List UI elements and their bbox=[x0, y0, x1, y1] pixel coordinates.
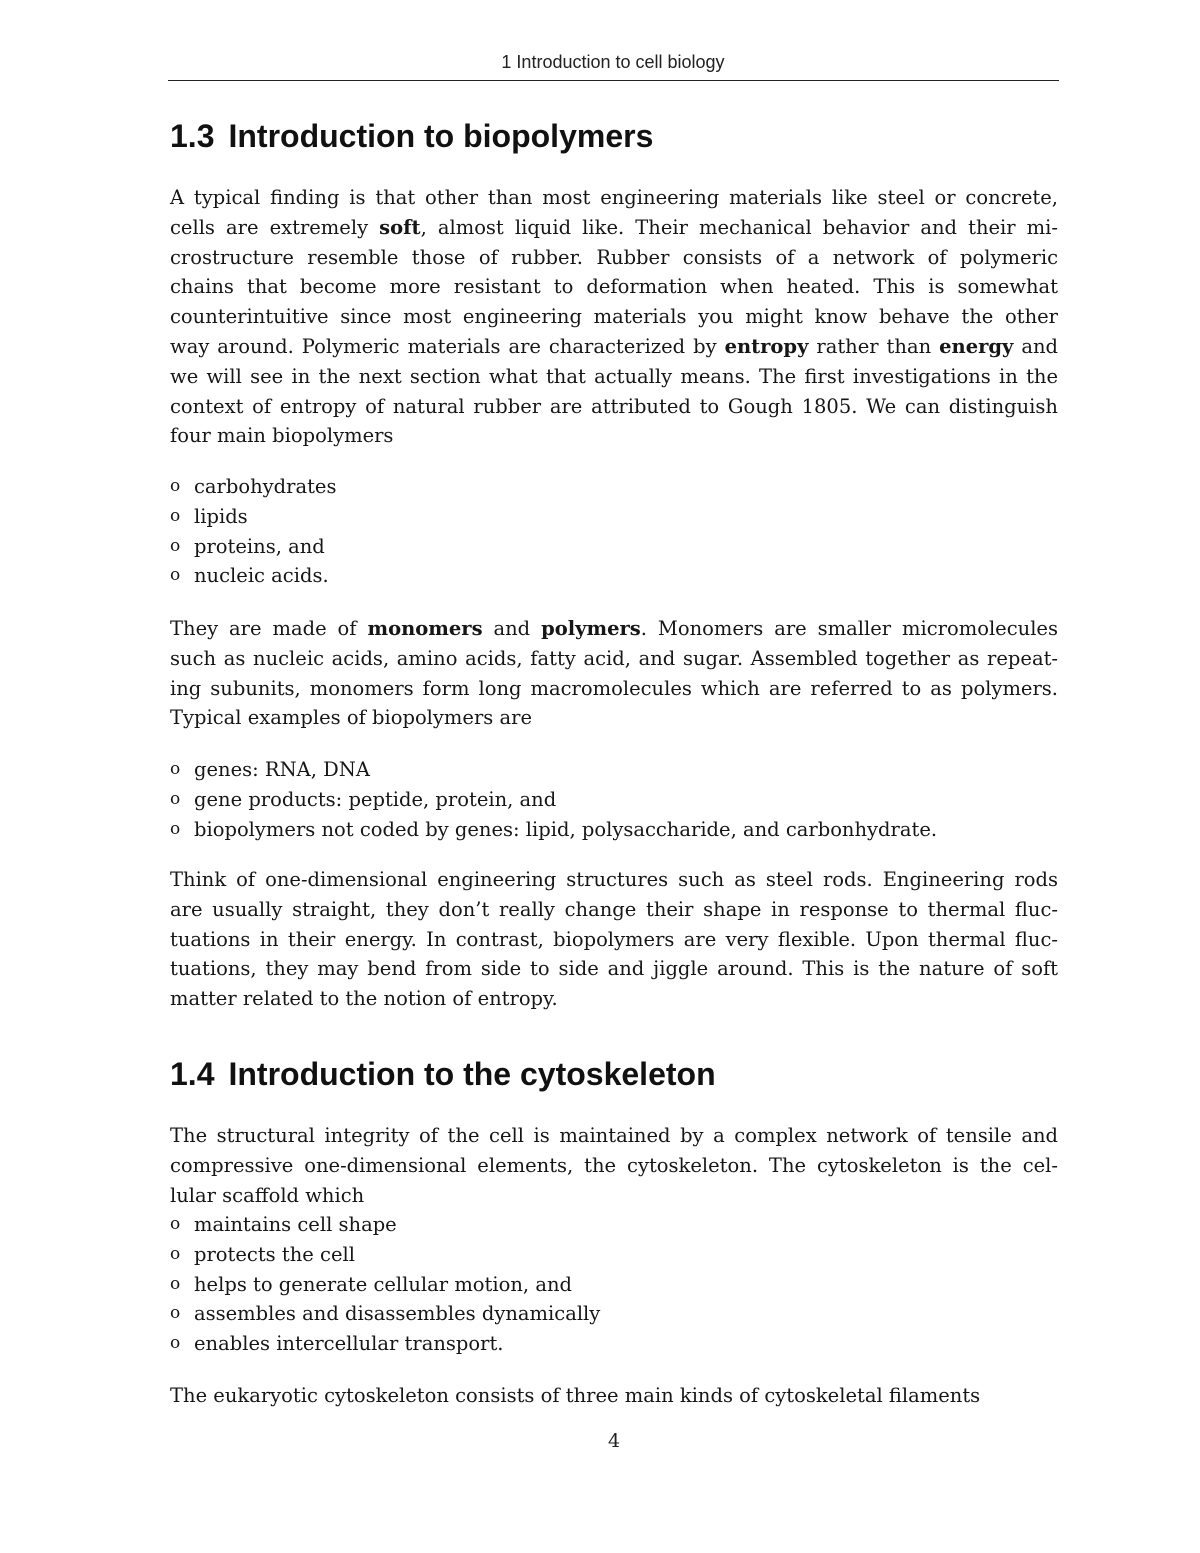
text-line: way around. Polymeric materials are characterized by entropy rather than energy and bbox=[170, 334, 1058, 358]
section-title: Introduction to the cytoskeleton bbox=[228, 1056, 716, 1092]
text-line: The structural integrity of the cell is maintained by a complex network of tensile and bbox=[170, 1124, 1058, 1147]
paragraph-biopolymers-intro bbox=[170, 183, 1058, 451]
list-item: o assembles and disassembles dynamically bbox=[170, 1299, 600, 1329]
bullet-icon: o bbox=[170, 1303, 181, 1324]
list-item: o maintains cell shape bbox=[170, 1210, 600, 1240]
text-line: tuations in their energy. In contrast, biopolymers are very flexible. Upon thermal fluc- bbox=[170, 927, 1058, 951]
bullet-icon: o bbox=[170, 535, 181, 556]
list-item: o biopolymers not coded by genes: lipid, polysaccharide, and carbonhydrate. bbox=[170, 815, 937, 845]
bullet-icon: o bbox=[170, 1214, 181, 1234]
bullet-icon: o bbox=[170, 1243, 181, 1264]
list-item: o gene products: peptide, protein, and bbox=[170, 785, 937, 815]
bullet-icon: o bbox=[170, 818, 181, 839]
list-item: o genes: RNA, DNA bbox=[170, 755, 937, 785]
text-line: Typical examples of biopolymers are bbox=[170, 706, 532, 730]
list-biopolymer-types bbox=[170, 472, 336, 591]
list-item: o proteins, and bbox=[170, 532, 336, 562]
list-item: o lipids bbox=[170, 502, 336, 532]
text-line: context of entropy of natural rubber are attributed to Gough 1805. We can distinguish bbox=[170, 394, 1058, 418]
text-line: crostructure resemble those of rubber. Rubber consists of a network of polymeric bbox=[170, 245, 1058, 269]
paragraph-flexibility bbox=[170, 865, 1058, 1014]
list-cytoskeleton-functions bbox=[170, 1210, 600, 1359]
text-line: are usually straight, they don’t really change their shape in response to thermal fluc- bbox=[170, 897, 1058, 921]
text-line: A typical finding is that other than most engineering materials like steel or concrete, bbox=[170, 186, 1058, 209]
running-header: 1 Introduction to cell biology bbox=[501, 52, 725, 72]
paragraph-filaments: The eukaryotic cytoskeleton consists of three main kinds of cytoskeletal filaments bbox=[170, 1384, 981, 1407]
section-title: Introduction to biopolymers bbox=[228, 118, 654, 154]
section-heading-1-4 bbox=[170, 1056, 716, 1093]
paragraph-cytoskeleton-intro bbox=[170, 1121, 1058, 1210]
bullet-icon: o bbox=[170, 1333, 181, 1354]
list-item: o protects the cell bbox=[170, 1240, 600, 1270]
text-line: tuations, they may bend from side to side and jiggle around. This is the nature of soft bbox=[170, 957, 1058, 981]
section-number: 1.4 bbox=[170, 1056, 215, 1092]
text-line: cells are extremely soft, almost liquid like. Their mechanical behavior and their mi- bbox=[170, 215, 1058, 239]
term-soft: soft bbox=[379, 215, 421, 239]
term-monomers: monomers bbox=[367, 617, 483, 640]
term-energy: energy bbox=[939, 334, 1014, 358]
text-line: we will see in the next section what that actually means. The first investigations in the bbox=[170, 364, 1058, 388]
list-biopolymer-examples bbox=[170, 755, 937, 844]
paragraph-monomers bbox=[170, 614, 1058, 733]
bullet-icon: o bbox=[170, 505, 181, 526]
text-line: Think of one-dimensional engineering structures such as steel rods. Engineering rods bbox=[170, 868, 1058, 891]
text-line: ing subunits, monomers form long macromolecules which are referred to as polymers. bbox=[170, 676, 1058, 700]
text-line: chains that become more resistant to deformation when heated. This is somewhat bbox=[170, 275, 1058, 299]
text-line: compressive one-dimensional elements, the cytoskeleton. The cytoskeleton is the cel- bbox=[170, 1153, 1058, 1177]
section-number: 1.3 bbox=[170, 118, 215, 154]
text-line: lular scaffold which bbox=[170, 1183, 365, 1207]
term-polymers: polymers bbox=[541, 617, 641, 640]
bullet-icon: o bbox=[170, 565, 181, 586]
text-line: matter related to the notion of entropy. bbox=[170, 987, 558, 1011]
term-entropy: entropy bbox=[724, 334, 809, 358]
text-line: four main biopolymers bbox=[170, 424, 394, 448]
bullet-icon: o bbox=[170, 1273, 181, 1294]
list-item: o carbohydrates bbox=[170, 472, 336, 502]
header-rule bbox=[168, 80, 1059, 81]
bullet-icon: o bbox=[170, 759, 181, 779]
text-line: such as nucleic acids, amino acids, fatty acid, and sugar. Assembled together as repeat- bbox=[170, 646, 1058, 670]
list-item: o nucleic acids. bbox=[170, 561, 336, 591]
section-heading-1-3 bbox=[170, 118, 653, 155]
text-line: They are made of monomers and polymers. Monomers are smaller micromolecules bbox=[170, 617, 1058, 640]
list-item: o enables intercellular transport. bbox=[170, 1329, 600, 1359]
page-number: 4 bbox=[607, 1430, 621, 1452]
list-item: o helps to generate cellular motion, and bbox=[170, 1270, 600, 1300]
text-line: counterintuitive since most engineering materials you might know behave the other bbox=[170, 305, 1058, 329]
bullet-icon: o bbox=[170, 788, 181, 809]
bullet-icon: o bbox=[170, 476, 181, 496]
